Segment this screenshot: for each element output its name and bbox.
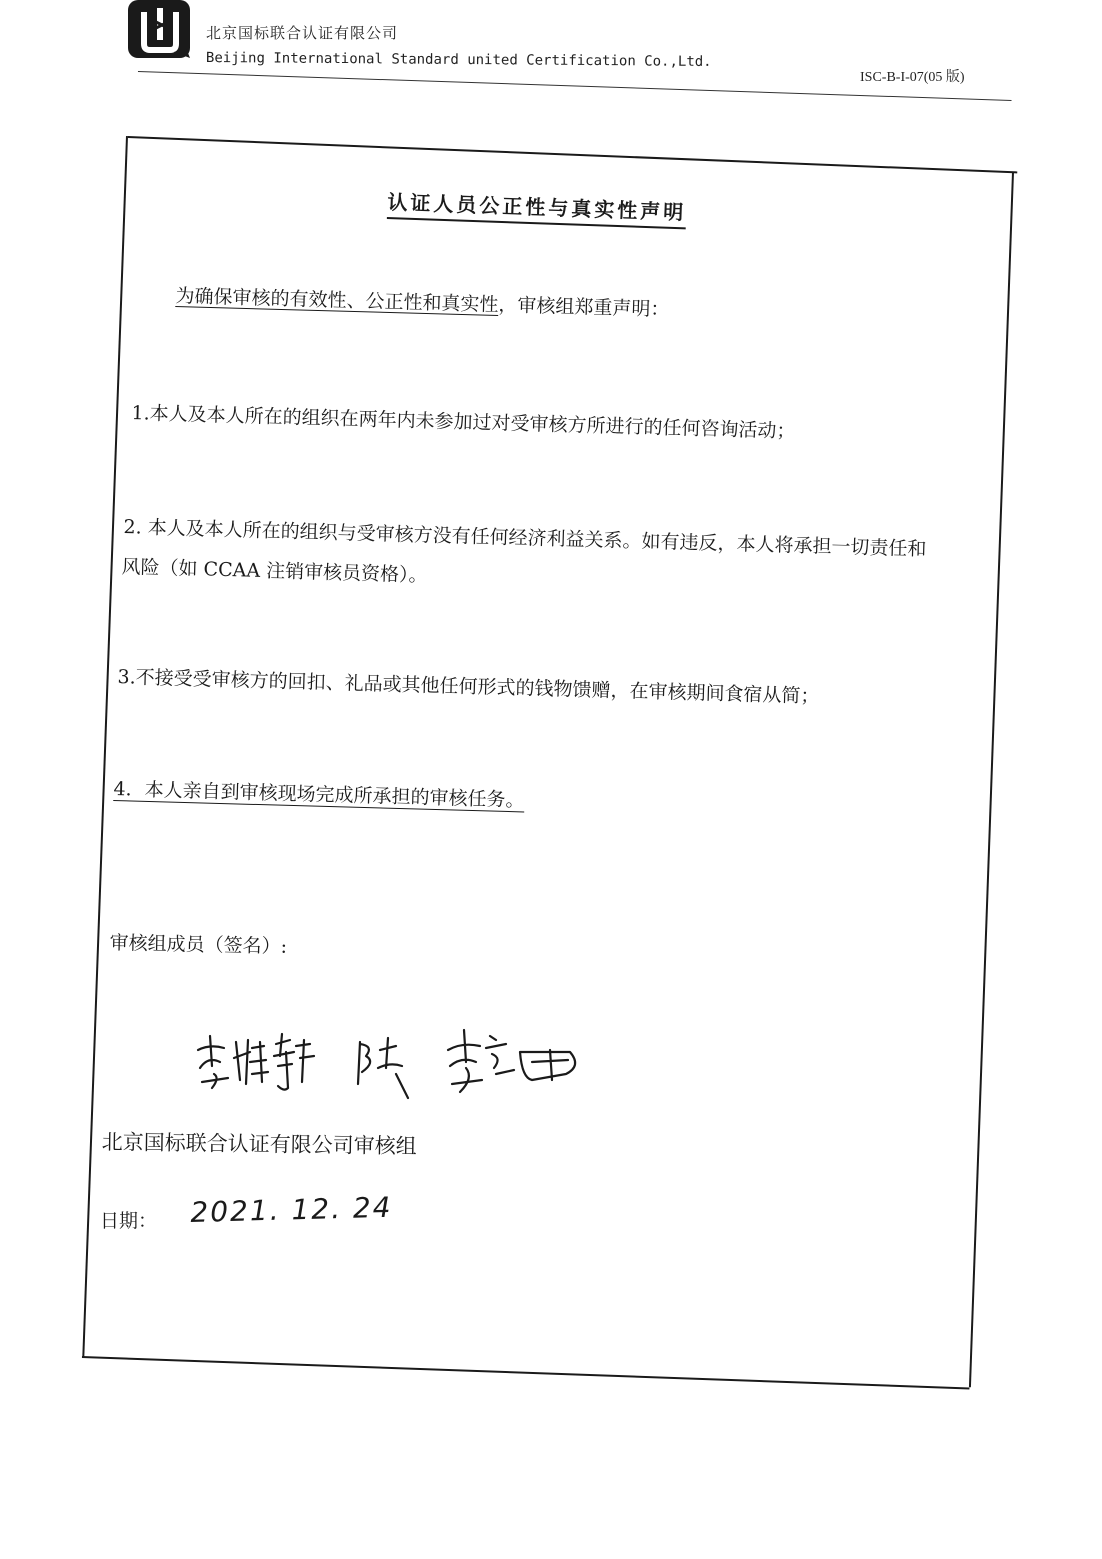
company-name-en: Beijing International Standard united Certification Co.,Ltd. [205, 50, 712, 70]
intro-underlined: 为确保审核的有效性、公正性和真实性 [175, 284, 499, 317]
signature-1 [198, 1034, 314, 1090]
signature-3 [448, 1030, 575, 1092]
date-label: 日期： [100, 1210, 158, 1232]
declaration-item-1: 1.本人及本人所在的组织在两年内未参加过对受审核方所进行的任何咨询活动； [131, 401, 796, 443]
audit-group-name: 北京国标联合认证有限公司审核组 [101, 1129, 417, 1159]
document-code: ISC-B-I-07(05 版) [860, 70, 965, 85]
signature-2 [358, 1038, 408, 1098]
intro-rest: ，审核组郑重声明： [498, 294, 670, 321]
signature-label: 审核组成员（签名）: [109, 931, 288, 958]
date-value-handwritten: 2021. 12. 24 [190, 1190, 393, 1229]
declaration-item-2-continued: 风险（如 CCAA 注销审核员资格）。 [121, 555, 428, 587]
auditor-signatures [190, 1022, 610, 1102]
declaration-item-2: 2. 本人及本人所在的组织与受审核方没有任何经济利益关系。如有违反，本人将承担一切责任和 [123, 515, 927, 561]
declaration-item-3: 3.不接受受审核方的回扣、礼品或其他任何形式的钱物馈赠，在审核期间食宿从简； [117, 665, 820, 708]
declaration-intro [175, 281, 670, 322]
declaration-title: 认证人员公正性与真实性声明 [387, 186, 687, 229]
declaration-item-4: 4．本人亲自到审核现场完成所承担的审核任务。 [113, 777, 525, 812]
company-name-cn: 北京国标联合认证有限公司 [206, 24, 399, 42]
